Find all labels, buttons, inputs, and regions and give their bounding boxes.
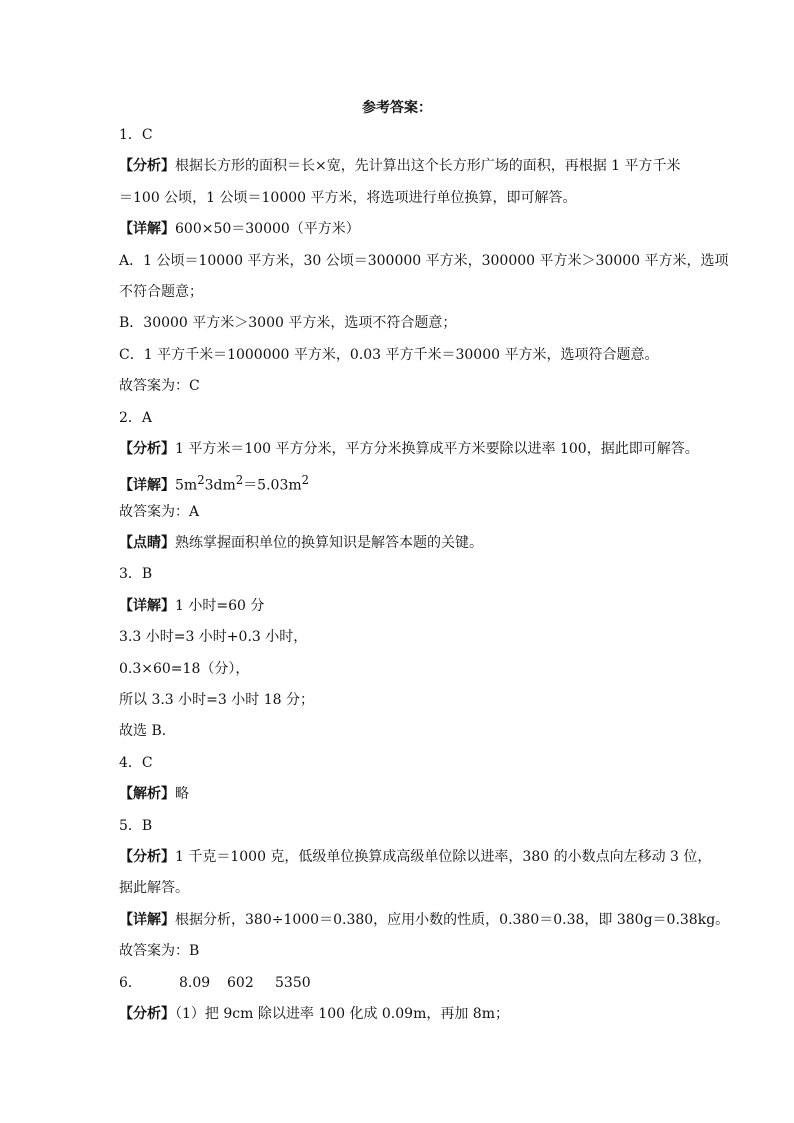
q2-detail-line xyxy=(119,465,684,496)
answer-content xyxy=(119,120,730,1030)
analysis-text: 1 平方米＝100 平方分米，平方分米换算成平方米要除以进率 100，据此即可解答。 xyxy=(175,440,699,457)
q1-analysis-line-1 xyxy=(119,151,684,182)
detail-text: 1 小时=60 分 xyxy=(175,597,265,614)
q1-option-c: C．1 平方千米＝1000000 平方米，0.03 平方千米＝30000 平方米，选项符合题意。 xyxy=(119,346,659,363)
q5-analysis-line-2: 据此解答。 xyxy=(119,880,189,897)
detail-text: 600×50＝30000（平方米） xyxy=(175,221,360,238)
q1-number: 1．C xyxy=(119,127,153,143)
q2-number: 2．A xyxy=(119,409,153,426)
q3-answer: 故选 B． xyxy=(119,723,176,740)
q3-step-2: 0.3×60=18（分）， xyxy=(119,660,250,677)
detail-tag: 【详解】 xyxy=(119,221,175,238)
q6-number: 6． xyxy=(119,974,142,991)
detail-part-a: 5m xyxy=(175,477,198,494)
detail-tag: 【详解】 xyxy=(119,911,175,928)
detail-part-c: ＝5.03m xyxy=(243,477,302,494)
q3-step-1: 3.3 小时=3 小时+0.3 小时， xyxy=(119,629,308,646)
q2-answer: 故答案为：A xyxy=(119,503,200,520)
q3-detail-line xyxy=(119,591,684,622)
analysis-text: 1 千克＝1000 克，低级单位换算成高级单位除以进率，380 的小数点向左移动 3 位， xyxy=(175,848,712,865)
q1-detail-line xyxy=(119,214,684,245)
analysis-tag: 【分析】 xyxy=(119,158,175,175)
q5-analysis-line-1 xyxy=(119,842,712,873)
analysis-tag: 【解析】 xyxy=(119,786,175,803)
q1-option-a-line-2: 不符合题意； xyxy=(119,283,203,300)
analysis-text: 略 xyxy=(175,786,189,803)
analysis-text: 根据长方形的面积＝长×宽，先计算出这个长方形广场的面积，再根据 1 平方千米 xyxy=(175,158,681,175)
q1-answer: 故答案为：C xyxy=(119,378,200,395)
q5-answer: 故答案为：B xyxy=(119,943,200,960)
analysis-tag: 【分析】 xyxy=(119,440,175,457)
q2-analysis-line xyxy=(119,434,699,465)
q5-number: 5．B xyxy=(119,817,153,834)
remark-tag: 【点睛】 xyxy=(119,535,175,552)
q3-step-3: 所以 3.3 小时=3 小时 18 分； xyxy=(119,692,314,709)
q4-analysis-line xyxy=(119,779,684,810)
q5-detail-line xyxy=(119,905,730,936)
q1-option-b: B．30000 平方米＞3000 平方米，选项不符合题意； xyxy=(119,315,457,332)
analysis-tag: 【分析】 xyxy=(119,848,175,865)
q1-analysis-line-2: ＝100 公顷，1 公顷＝10000 平方米，将选项进行单位换算，即可解答。 xyxy=(119,189,577,206)
q6-answer-2: 602 xyxy=(227,974,254,991)
superscript: 2 xyxy=(301,473,310,488)
q1-option-a-line-1: A．1 公顷＝10000 平方米，30 公顷＝300000 平方米，300000 平方米＞30000 平方米，选项 xyxy=(119,252,729,269)
q4-number: 4．C xyxy=(119,754,153,771)
q2-remark-line xyxy=(119,528,684,559)
page-title: 参考答案： xyxy=(362,100,432,116)
detail-text: 根据分析，380÷1000＝0.380，应用小数的性质，0.380＝0.38，即 380g＝0.38kg。 xyxy=(175,911,730,928)
analysis-text: （1）把 9cm 除以进率 100 化成 0.09m，再加 8m； xyxy=(175,1005,509,1022)
q6-answer-3: 5350 xyxy=(275,974,311,991)
q6-analysis-line xyxy=(119,999,684,1030)
remark-text: 熟练掌握面积单位的换算知识是解答本题的关键。 xyxy=(175,535,483,552)
detail-tag: 【详解】 xyxy=(119,597,175,614)
q3-number: 3．B xyxy=(119,566,153,583)
detail-part-b: 3dm xyxy=(204,477,236,494)
detail-tag: 【详解】 xyxy=(119,477,175,494)
superscript: 2 xyxy=(197,473,205,488)
analysis-tag: 【分析】 xyxy=(119,1005,175,1022)
q6-answer-1: 8.09 xyxy=(179,974,211,991)
superscript: 2 xyxy=(235,473,244,488)
q6-line xyxy=(119,968,684,999)
